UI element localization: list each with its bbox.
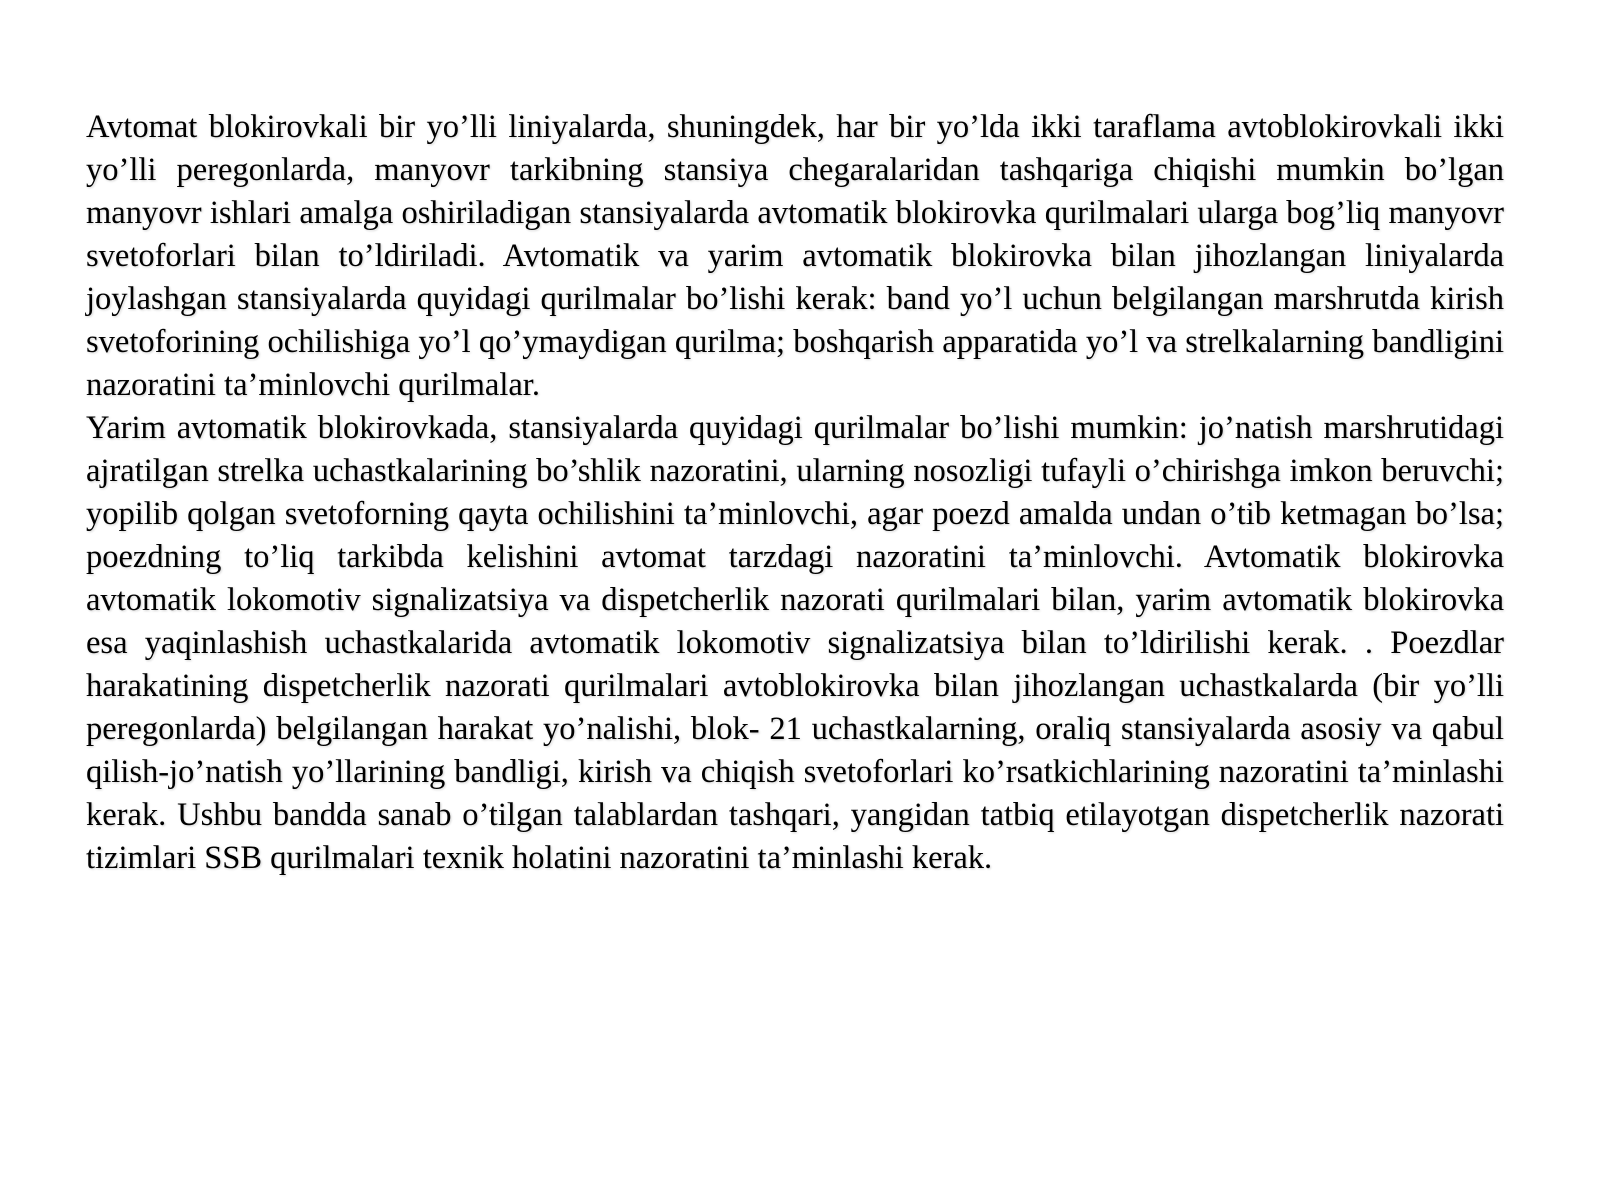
document-body xyxy=(86,106,1504,880)
paragraph-1: Avtomat blokirovkali bir yo’lli liniyalarda, shuningdek, har bir yo’lda ikki taraflama avtoblokirovkali ikki yo’lli peregonlarda, manyovr tarkibning stansiya chegaralaridan tashqariga chiqishi mumkin bo’lgan manyovr ishlari amalga oshiriladigan stansiyalarda avtomatik blokirovka qurilmalari ularga bog’liq manyovr svetoforlari bilan to’ldiriladi. Avtomatik va yarim avtomatik blokirovka bilan jihozlangan liniyalarda joylashgan stansiyalarda quyidagi qurilmalar bo’lishi kerak: band yo’l uchun belgilangan marshrutda kirish svetoforining ochilishiga yo’l qo’ymaydigan qurilma; boshqarish apparatida yo’l va strelkalarning bandligini nazoratini ta’minlovchi qurilmalar. xyxy=(86,109,1504,403)
paragraph-2: Yarim avtomatik blokirovkada, stansiyalarda quyidagi qurilmalar bo’lishi mumkin: jo’natish marshrutidagi ajratilgan strelka uchastkalarining bo’shlik nazoratini, ularning nosozligi tufayli o’chirishga imkon beruvchi; yopilib qolgan svetoforning qayta ochilishini ta’minlovchi, agar poezd amalda undan o’tib ketmagan bo’lsa; poezdning to’liq tarkibda kelishini avtomat tarzdagi nazoratini ta’minlovchi. Avtomatik blokirovka avtomatik lokomotiv signalizatsiya va dispetcherlik nazorati qurilmalari bilan, yarim avtomatik blokirovka esa yaqinlashish uchastkalarida avtomatik lokomotiv signalizatsiya bilan to’ldirilishi kerak. . Poezdlar harakatining dispetcherlik nazorati qurilmalari avtoblokirovka bilan jihozlangan uchastkalarda (bir yo’lli peregonlarda) belgilangan harakat yo’nalishi, blok- 21 uchastkalarning, oraliq stansiyalarda asosiy va qabul qilish-jo’natish yo’llarining bandligi, kirish va chiqish svetoforlari ko’rsatkichlarining nazoratini ta’minlashi kerak. Ushbu bandda sanab o’tilgan talablardan tashqari, yangidan tatbiq etilayotgan dispetcherlik nazorati tizimlari SSB qurilmalari texnik holatini nazoratini ta’minlashi kerak. xyxy=(86,410,1504,876)
